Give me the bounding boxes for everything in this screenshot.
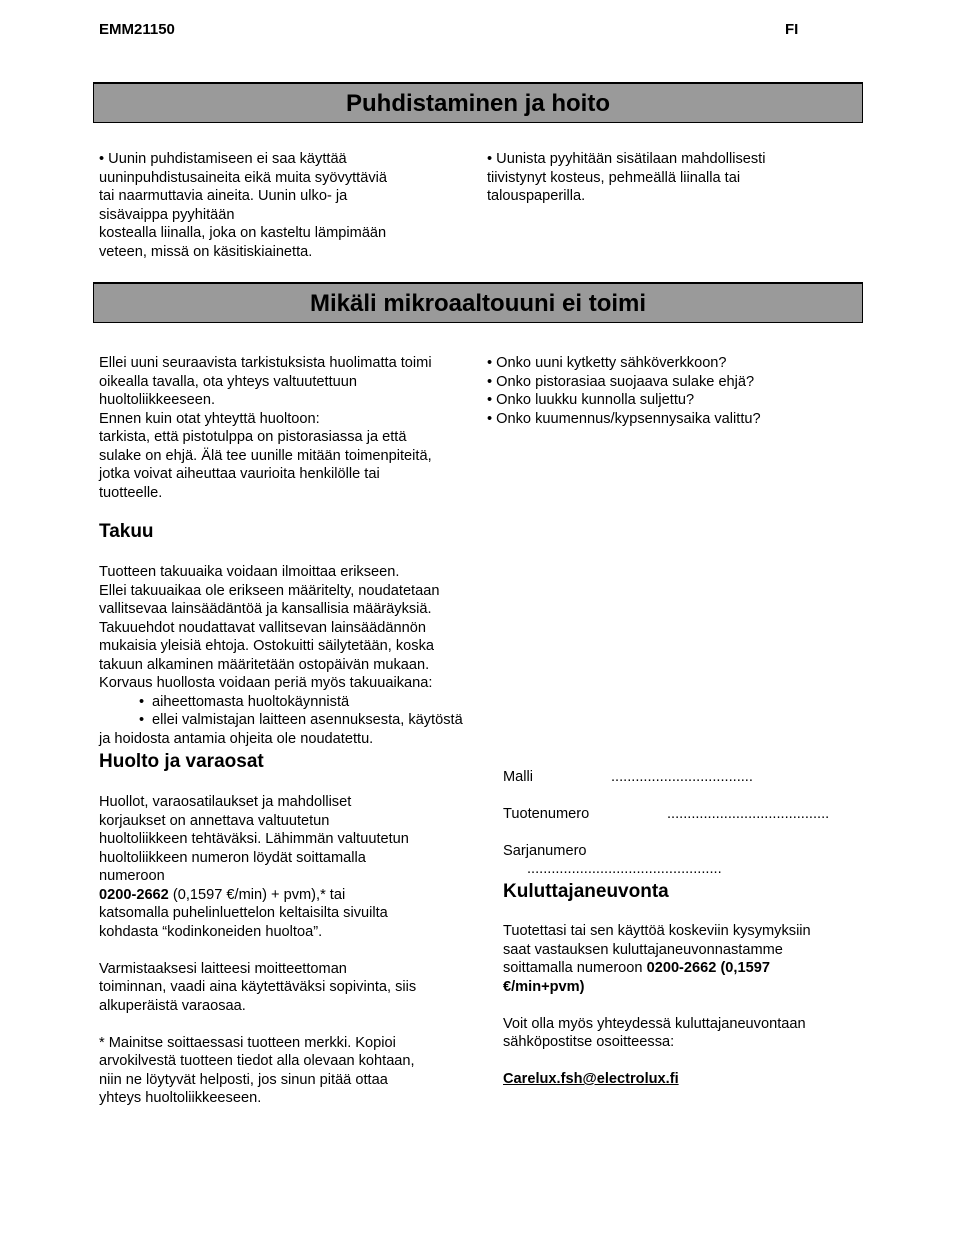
consumer-advice-text xyxy=(503,922,873,1089)
text-line: toiminnan, vaadi aina käytettäväksi sopivinta, siis xyxy=(99,979,417,995)
text-line: arvokilvestä tuotteen tiedot alla olevaan kohtaan, xyxy=(99,1053,415,1069)
text-line: uuninpuhdistusaineita eikä muita syövyttäviä xyxy=(99,169,387,186)
text-line: tuotteelle. xyxy=(99,484,163,501)
text-line: huoltoliikkeeseen. xyxy=(99,392,216,408)
text-line: Voit olla myös yhteydessä kuluttajaneuvontaan xyxy=(503,1015,806,1032)
text-line: Varmistaaksesi laitteesi moitteettoman xyxy=(99,960,347,977)
text-line: vallitsevaa lainsäädäntöä ja kansallisia määräyksiä. xyxy=(99,601,432,617)
text-line: katsomalla puhelinluettelon keltaisilta sivuilta xyxy=(99,905,388,921)
service-text xyxy=(99,793,484,1108)
model-field: ................................... xyxy=(611,769,753,785)
text-line: veteen, missä on käsitiskiainetta. xyxy=(99,243,313,260)
cleaning-right-text xyxy=(487,150,867,206)
text-line: sisävaippa pyyhitään xyxy=(99,206,235,223)
text-line: alkuperäistä varaosaa. xyxy=(99,997,246,1014)
serial-number-label: Sarjanumero xyxy=(503,843,587,859)
text-line: kostealla liinalla, joka on kasteltu lämpimään xyxy=(99,225,387,241)
text-line: talouspaperilla. xyxy=(487,188,586,204)
product-number-field: ........................................ xyxy=(667,806,830,822)
text-line: huoltoliikkeen tehtäväksi. Lähimmän valtuutetun xyxy=(99,831,409,847)
troubleshooting-left-text xyxy=(99,354,484,502)
text-line: jotka voivat aiheuttaa vaurioita henkilölle tai xyxy=(99,466,380,482)
consumer-email-link[interactable]: Carelux.fsh@electrolux.fi xyxy=(503,1071,679,1087)
list-item: • ellei valmistajan laitteen asennuksesta, käytöstä xyxy=(99,711,509,730)
text-line: mukaisia yleisiä ehtoja. Ostokuitti säilytetään, koska xyxy=(99,638,435,654)
consumer-phone-line xyxy=(503,959,873,978)
section-title-troubleshooting: Mikäli mikroaaltouuni ei toimi xyxy=(93,282,863,323)
text-line: * Mainitse soittaessasi tuotteen merkki. Kopioi xyxy=(99,1034,396,1051)
text-line: • Uunin puhdistamiseen ei saa käyttää xyxy=(99,151,347,167)
checklist-item: • Onko uuni kytketty sähköverkkoon? xyxy=(487,355,727,371)
model-code: EMM21150 xyxy=(99,21,175,38)
spacer xyxy=(503,996,873,1015)
section-title-cleaning: Puhdistaminen ja hoito xyxy=(93,82,863,123)
text-line: yhteys huoltoliikkeeseen. xyxy=(99,1090,262,1106)
language-code: FI xyxy=(785,21,799,38)
text-line: numeroon xyxy=(99,868,165,884)
text-line: ja hoidosta antamia ohjeita ole noudatettu. xyxy=(99,730,374,747)
consumer-advice-heading: Kuluttajaneuvonta xyxy=(503,881,669,902)
text-span: soittamalla numeroon xyxy=(503,960,647,976)
text-line: kohdasta “kodinkoneiden huoltoa”. xyxy=(99,923,323,940)
text-line: Ellei uuni seuraavista tarkistuksista huolimatta toimi xyxy=(99,355,432,371)
list-item: • aiheettomasta huoltokäynnistä xyxy=(99,693,509,712)
text-line: takuun alkaminen määritetään ostopäivän mukaan. xyxy=(99,656,430,673)
text-line: Ellei takuuaikaa ole erikseen määritelty, noudatetaan xyxy=(99,582,440,599)
spacer xyxy=(503,1052,873,1071)
service-phone-line xyxy=(99,886,484,905)
text-line: oikealla tavalla, ota yhteys valtuutettuun xyxy=(99,373,357,390)
checklist-item: • Onko pistorasiaa suojaava sulake ehjä? xyxy=(487,373,755,390)
text-line: korjaukset on annettava valtuutetun xyxy=(99,812,330,829)
checklist-item: • Onko kuumennus/kypsennysaika valittu? xyxy=(487,410,761,427)
warranty-text xyxy=(99,563,509,748)
service-phone-rate: (0,1597 €/min) + pvm),* tai xyxy=(168,886,346,903)
text-line: huoltoliikkeen numeron löydät soittamalla xyxy=(99,849,366,866)
text-line: Tuotteen takuuaika voidaan ilmoittaa erikseen. xyxy=(99,564,400,580)
service-phone-number: 0200-2662 xyxy=(99,886,169,903)
text-line: Tuotettasi tai sen käyttöä koskeviin kysymyksiin xyxy=(503,923,811,939)
model-label: Malli xyxy=(503,769,533,785)
troubleshooting-checklist xyxy=(487,354,867,428)
text-line: • Uunista pyyhitään sisätilaan mahdollisesti xyxy=(487,151,766,167)
text-line: saat vastauksen kuluttajaneuvonnastamme xyxy=(503,941,783,958)
checklist-item: • Onko luukku kunnolla suljettu? xyxy=(487,392,695,408)
service-heading: Huolto ja varaosat xyxy=(99,751,264,772)
spacer xyxy=(99,941,484,960)
consumer-phone-number: 0200-2662 (0,1597 xyxy=(646,960,770,976)
cleaning-left-text xyxy=(99,150,479,261)
consumer-phone-rate: €/min+pvm) xyxy=(503,978,585,995)
text-line: sulake on ehjä. Älä tee uunille mitään toimenpiteitä, xyxy=(99,447,432,464)
text-line: Huollot, varaosatilaukset ja mahdolliset xyxy=(99,794,352,810)
text-line: tai naarmuttavia aineita. Uunin ulko- ja xyxy=(99,188,348,204)
product-number-label: Tuotenumero xyxy=(503,806,590,822)
warranty-bullets xyxy=(99,693,509,730)
text-line: tarkista, että pistotulppa on pistorasiassa ja että xyxy=(99,429,407,445)
serial-number-field: ................................................ xyxy=(527,861,722,877)
warranty-heading: Takuu xyxy=(99,521,154,542)
text-line: Ennen kuin otat yhteyttä huoltoon: xyxy=(99,410,320,427)
text-line: niin ne löytyvät helposti, jos sinun pitää ottaa xyxy=(99,1071,388,1088)
text-line: Takuuehdot noudattavat vallitsevan lainsäädännön xyxy=(99,619,426,636)
text-line: tiivistynyt kosteus, pehmeällä liinalla tai xyxy=(487,169,741,186)
text-line: Korvaus huollosta voidaan periä myös takuuaikana: xyxy=(99,675,433,691)
spacer xyxy=(99,1015,484,1034)
text-line: sähköpostitse osoitteessa: xyxy=(503,1034,675,1050)
